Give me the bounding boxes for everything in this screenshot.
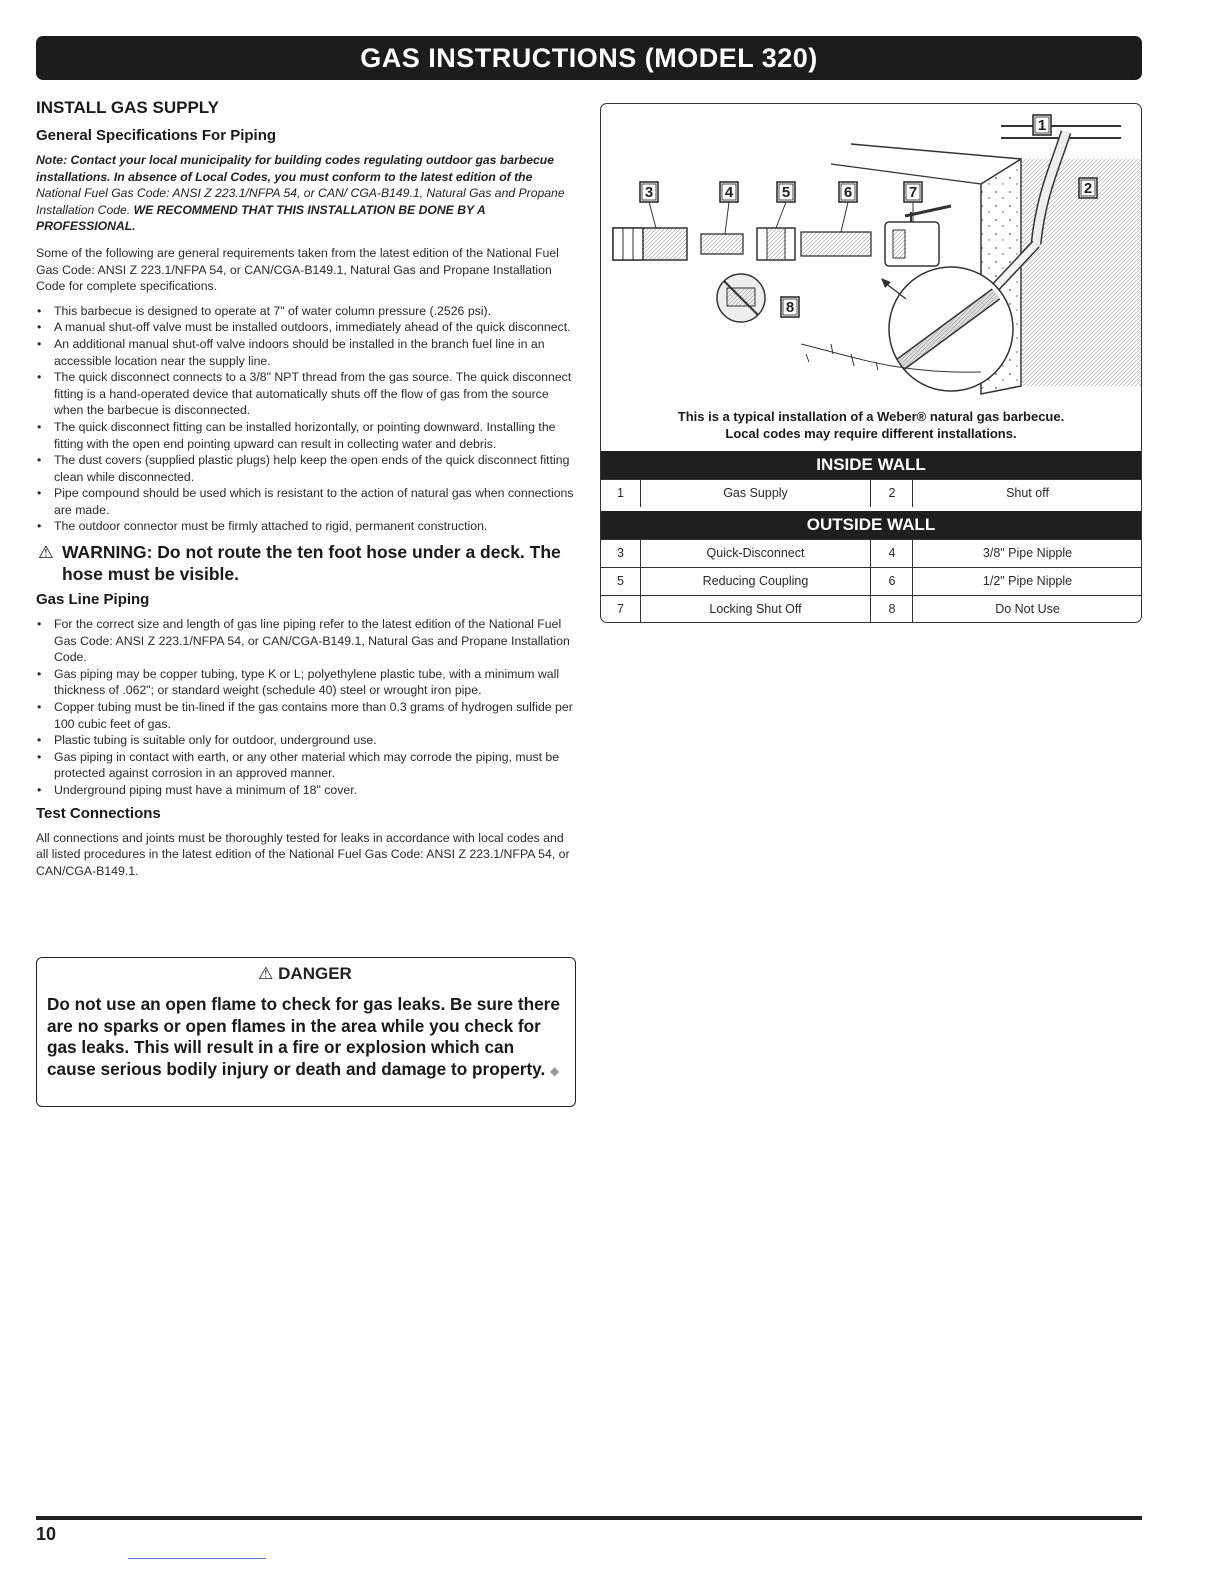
callout-8: 8 (785, 299, 795, 316)
list-item: • Underground piping must have a minimum of 18" cover. (36, 782, 578, 799)
callout-3: 3 (644, 184, 654, 201)
part-name: 3/8" Pipe Nipple (982, 546, 1073, 560)
list-item: • The outdoor connector must be firmly attached to rigid, permanent construction. (36, 518, 578, 535)
list-item: • Gas piping in contact with earth, or any other material which may corrode the piping, must be protected against corrosion in an approved manner. (36, 749, 578, 782)
note-bold-part-1: Note: Contact your local municipality for building codes regulating outdoor gas barbecue installations. In absence of Local Codes, you must conform to the latest edition of the (36, 153, 555, 184)
danger-message: Do not use an open flame to check for gas leaks. Be sure there are no sparks or open flames in the area while you check for gas leaks. This will result in a fire or explosion which can cause serious bodily injury or death and damage to property. (47, 994, 560, 1079)
gas-line-piping-heading: Gas Line Piping (36, 591, 150, 609)
list-item: • Copper tubing must be tin-lined if the gas contains more than 0.3 grams of hydrogen sulfide per 100 cubic feet of gas. (36, 699, 578, 732)
table-row (601, 595, 1141, 623)
gas-line-list (36, 616, 578, 799)
installation-illustration (601, 104, 1141, 404)
inside-wall-header: INSIDE WALL (601, 451, 1141, 479)
requirements-intro: Some of the following are general requirements taken from the latest edition of the National Fuel Gas Code: ANSI Z 223.1/NFPA 54, or CAN/CGA-B149.1, Natural Gas and Propane Installation Code for complete specifications. (36, 245, 559, 294)
page-title: GAS INSTRUCTIONS (MODEL 320) (360, 42, 818, 73)
caption-line-2: Local codes may require different installations. (725, 425, 1017, 441)
left-column (36, 98, 578, 887)
callout-1: 1 (1037, 117, 1047, 134)
danger-text (47, 994, 563, 1082)
footer-rule (36, 1516, 1142, 1520)
part-number: 5 (601, 568, 641, 595)
callout-2: 2 (1083, 180, 1093, 197)
note-italic-part: National Fuel Gas Code: ANSI Z 223.1/NFPA 54, or CAN/ CGA-B149.1, Natural Gas and Propane Installation Code. (36, 186, 565, 217)
end-mark-icon: ◆ (550, 1063, 560, 1078)
table-row (601, 567, 1141, 595)
page-banner (36, 36, 1142, 80)
list-item: • The quick disconnect fitting can be installed horizontally, or pointing downward. Installing the fitting with the open end pointing upward can result in collecting water and debris. (36, 419, 578, 452)
part-number: 6 (872, 568, 913, 595)
installation-figure (600, 103, 1142, 623)
list-item: • An additional manual shut-off valve indoors should be installed in the branch fuel line in an accessible location near the supply line. (36, 336, 578, 369)
part-name: Locking Shut Off (641, 596, 871, 623)
warning-text: WARNING: Do not route the ten foot hose under a deck. The hose must be visible. (62, 542, 561, 585)
list-item: • The dust covers (supplied plastic plugs) help keep the open ends of the quick disconnect fitting clean while disconnected. (36, 452, 578, 485)
danger-title: ⚠ DANGER (258, 964, 352, 983)
callout-5: 5 (781, 184, 791, 201)
install-gas-supply-heading: INSTALL GAS SUPPLY (36, 98, 219, 117)
part-name: Shut off (1006, 486, 1049, 500)
part-number: 2 (872, 480, 913, 507)
table-row (601, 479, 1141, 507)
callout-6: 6 (843, 184, 853, 201)
part-name: 1/2" Pipe Nipple (982, 574, 1073, 588)
link-underline (128, 1558, 266, 1559)
figure-caption (601, 409, 1141, 442)
part-name: Gas Supply (641, 480, 871, 507)
list-item: • This barbecue is designed to operate at 7" of water column pressure (.2526 psi). (36, 303, 578, 320)
codes-note (36, 152, 578, 235)
test-connections-heading: Test Connections (36, 804, 161, 822)
callout-7: 7 (908, 184, 918, 201)
part-name: Do Not Use (995, 602, 1060, 616)
part-number: 8 (872, 596, 913, 623)
list-item: • Plastic tubing is suitable only for outdoor, underground use. (36, 732, 578, 749)
outside-wall-header: OUTSIDE WALL (601, 511, 1141, 539)
part-number: 3 (601, 540, 641, 567)
list-item: • The quick disconnect connects to a 3/8" NPT thread from the gas source. The quick disconnect fitting is a hand-operated device that automatically shuts off the flow of gas from the source when the barbecue is disconnected. (36, 369, 578, 419)
part-number: 1 (601, 480, 641, 507)
part-name: Reducing Coupling (641, 568, 871, 595)
general-specs-heading: General Specifications For Piping (36, 127, 277, 144)
part-number: 4 (872, 540, 913, 567)
list-item: • For the correct size and length of gas line piping refer to the latest edition of the National Fuel Gas Code: ANSI Z 223.1/NFPA 54, or CAN/CGA-B149.1, Natural Gas and Propane Installation Code. (36, 616, 578, 666)
test-connections-body: All connections and joints must be thoroughly tested for leaks in accordance with local codes and all listed procedures in the latest edition of the National Fuel Gas Code: ANSI Z 223.1/NFPA 54, or CAN/CGA-B149.1. (36, 830, 570, 878)
list-item: • Gas piping may be copper tubing, type K or L; polyethylene plastic tube, with a minimum wall thickness of .062"; or standard weight (schedule 40) steel or wrought iron pipe. (36, 666, 578, 699)
hose-warning (36, 541, 578, 585)
note-bold-part-2: WE RECOMMEND THAT THIS INSTALLATION BE DONE BY A PROFESSIONAL. (36, 202, 486, 234)
requirements-list (36, 303, 578, 535)
part-name: Quick-Disconnect (641, 540, 871, 567)
caption-line-1: This is a typical installation of a Weber® natural gas barbecue. (677, 409, 1065, 424)
page-number: 10 (36, 1524, 57, 1544)
danger-box (36, 957, 576, 1107)
part-number: 7 (601, 596, 641, 623)
table-row (601, 539, 1141, 567)
warning-triangle-icon: ⚠ (38, 542, 54, 563)
list-item: • Pipe compound should be used which is resistant to the action of natural gas when connections are made. (36, 485, 578, 518)
callout-4: 4 (724, 184, 734, 201)
list-item: • A manual shut-off valve must be installed outdoors, immediately ahead of the quick disconnect. (36, 319, 578, 336)
